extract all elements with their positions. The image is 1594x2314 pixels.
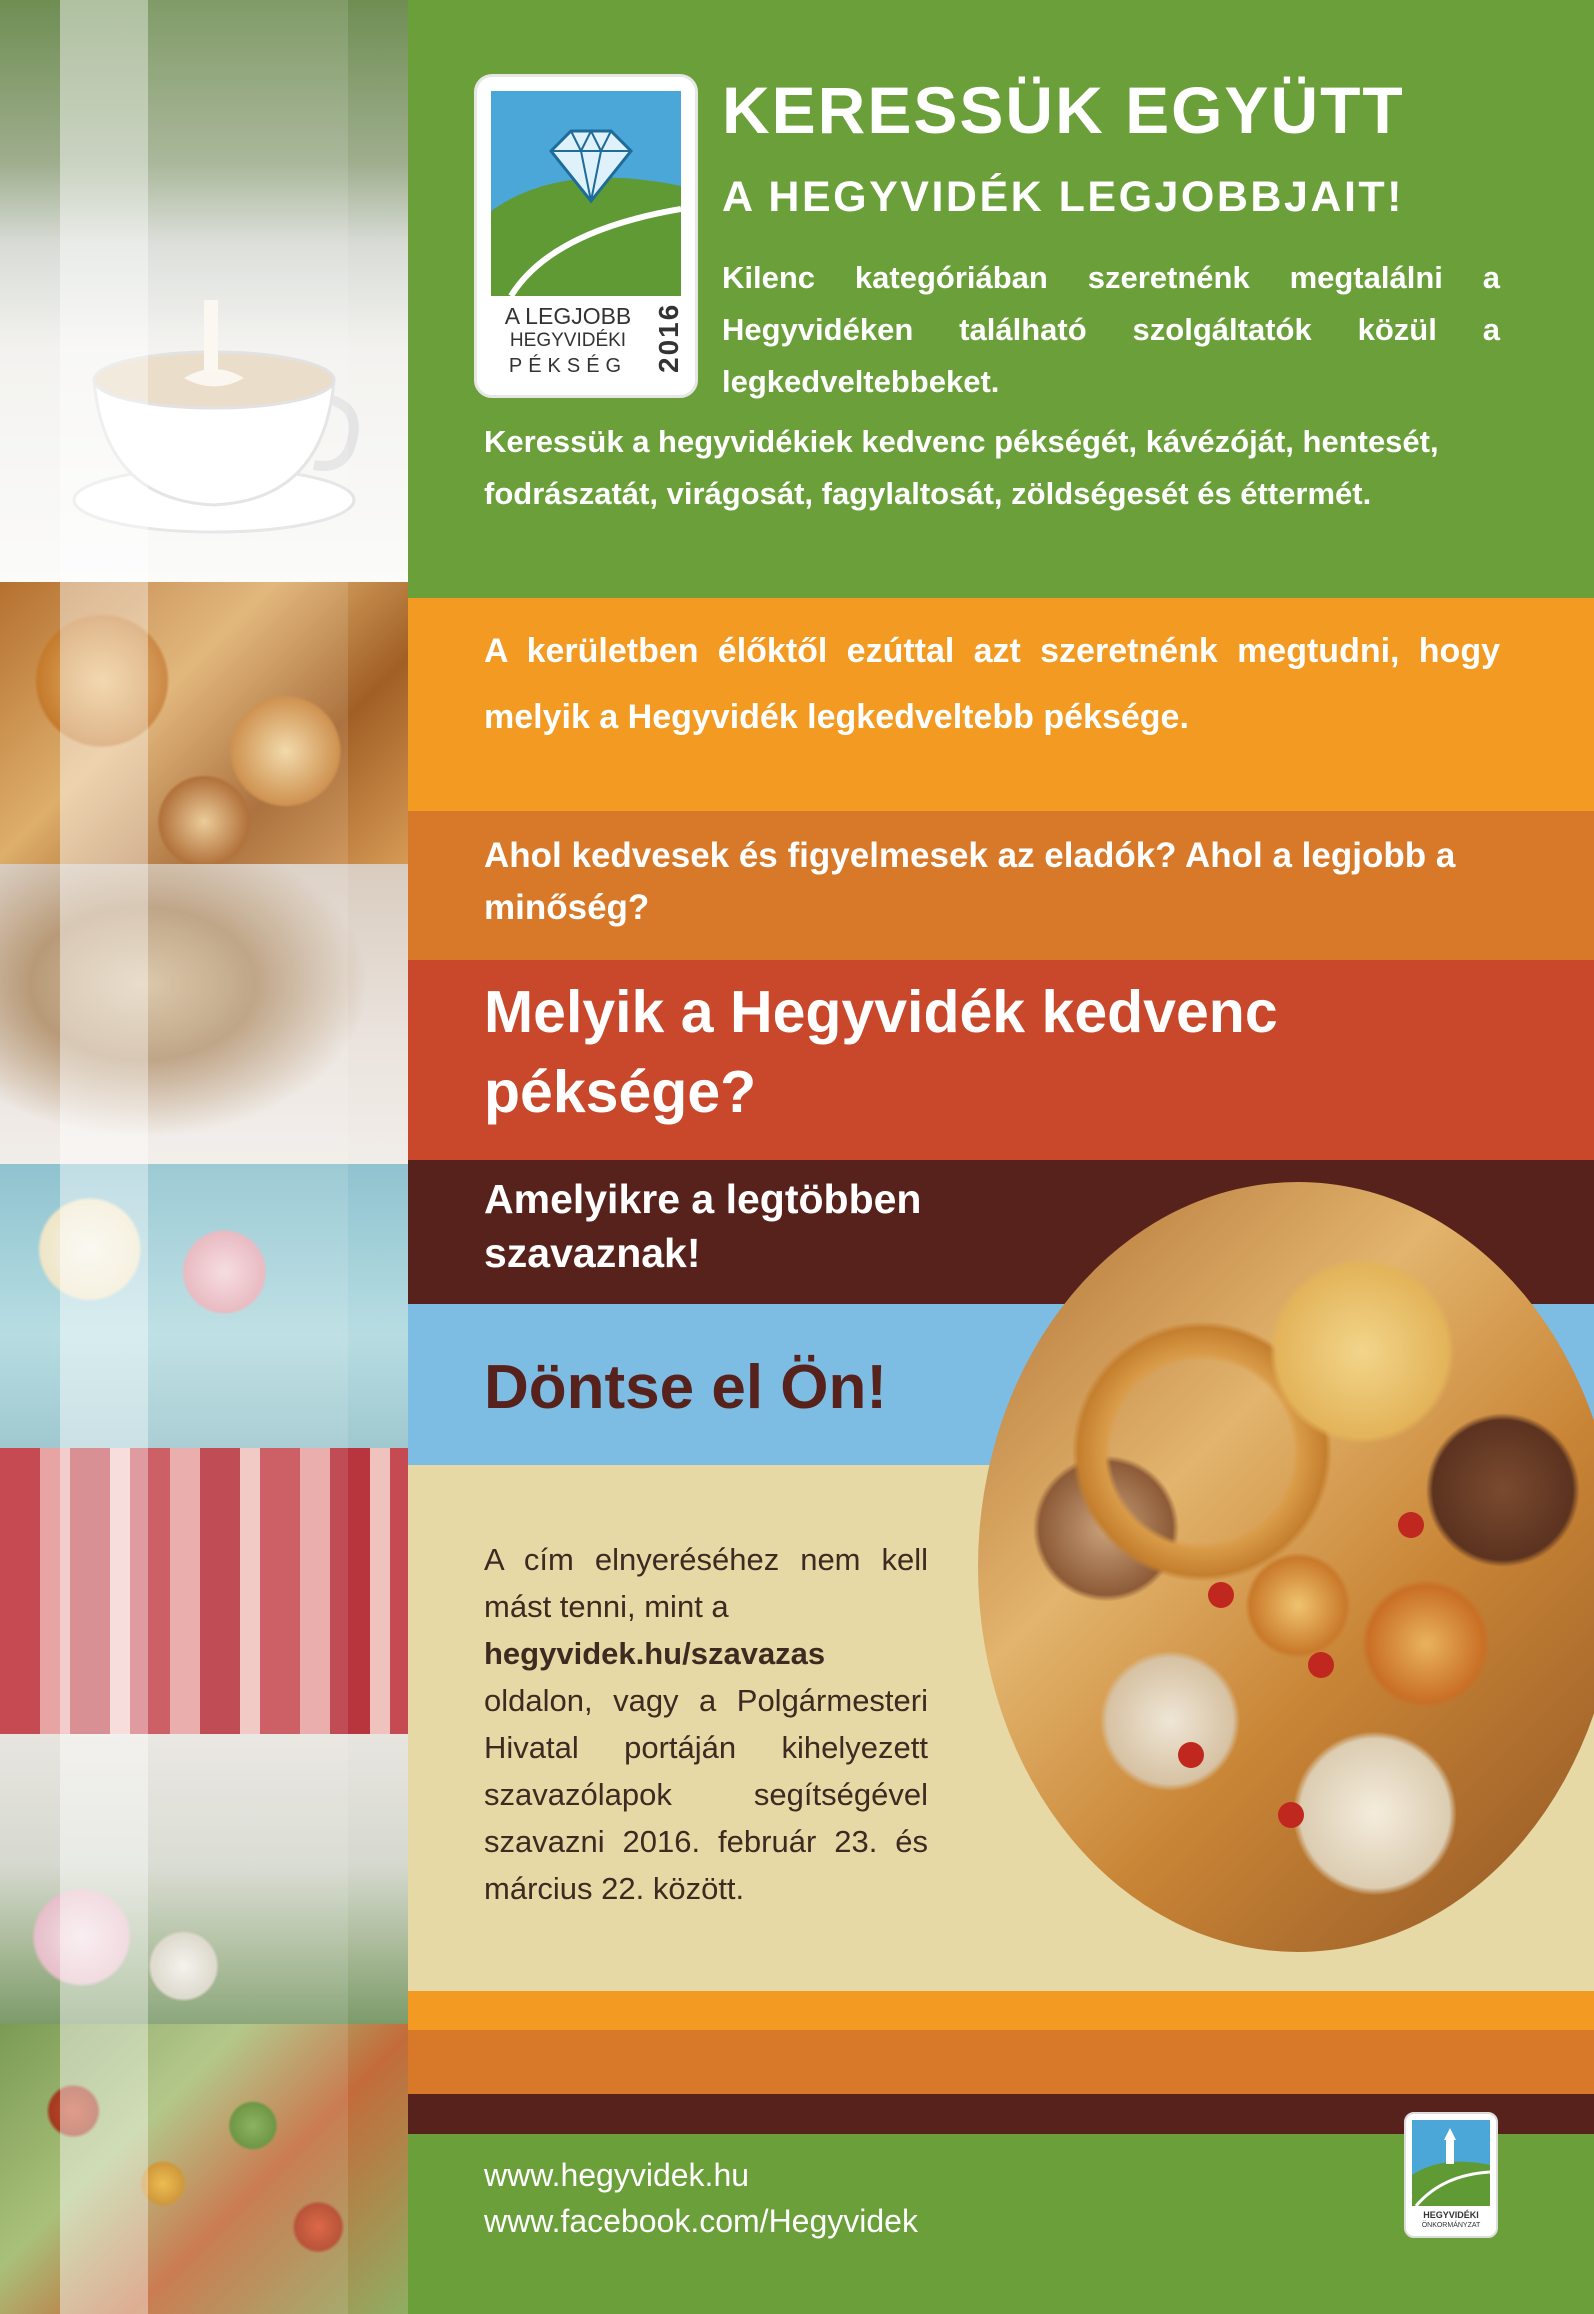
most-votes-text: Amelyikre a legtöbben szavaznak! xyxy=(484,1176,922,1276)
photo-pastries xyxy=(0,582,408,864)
question-block: A kerületben élőktől ezúttal azt szeretnénk megtudni, hogy melyik a Hegyvidék legkedveltebb péksége. xyxy=(484,632,1500,736)
voting-link[interactable]: hegyvidek.hu/szavazas xyxy=(484,1636,826,1671)
photo-cafe xyxy=(0,0,408,582)
badge-line-2: HEGYVIDÉKI xyxy=(509,330,627,351)
badge-year: 2016 xyxy=(653,302,684,373)
photo-hair xyxy=(0,864,408,1164)
main-question: Melyik a Hegyvidék kedvenc péksége? xyxy=(484,979,1278,1125)
award-badge xyxy=(474,74,698,398)
photo-flowers xyxy=(0,1734,408,2024)
voting-info-intro: A cím elnyeréséhez nem kell mást tenni, mint a xyxy=(484,1542,928,1624)
photo-ice-cream xyxy=(0,1164,408,1448)
website-link[interactable]: www.hegyvidek.hu xyxy=(484,2157,750,2193)
badge-line-1: A LEGJOBB xyxy=(504,303,632,329)
stripe-orange xyxy=(408,1991,1594,2030)
town-hall-icon xyxy=(1412,2120,1490,2206)
photo-vegetables xyxy=(0,2024,408,2314)
facebook-link[interactable]: www.facebook.com/Hegyvidek xyxy=(484,2203,918,2239)
badge-text xyxy=(493,303,643,379)
photo-butcher xyxy=(0,1448,408,1734)
logo-line-1: HEGYVIDÉKI xyxy=(1423,2210,1479,2220)
award-badge-art xyxy=(491,91,681,296)
decide-text: Döntse el Ön! xyxy=(484,1353,888,1422)
photo-strip xyxy=(0,0,408,2314)
badge-line-3: PÉKSÉG xyxy=(508,355,628,377)
headline-line-2: A HEGYVIDÉK LEGJOBBJAIT! xyxy=(722,173,1404,221)
categories-text: Keressük a hegyvidékiek kedvenc pékségét, kávézóját, hentesét, fodrászatát, virágosát, fagylaltosát, zöldségesét és éttermét. xyxy=(484,424,1439,511)
stripe-dark-orange xyxy=(408,2030,1594,2094)
voting-info-details: oldalon, vagy a Polgármesteri Hivatal portáján kihelyezett szavazólapok segítségével szavazni 2016. február 23. és március 22. között. xyxy=(484,1683,928,1906)
headline-line-1: KERESSÜK EGYÜTT xyxy=(722,73,1405,147)
voting-info xyxy=(484,1536,928,1912)
intro-text: Kilenc kategóriában szeretnénk megtalálni a Hegyvidéken található szolgáltatók közül a legkedveltebbeket. xyxy=(722,260,1500,399)
logo-line-2: ÖNKORMÁNYZAT xyxy=(1421,2222,1481,2229)
sub-questions: Ahol kedvesek és figyelmesek az eladók? Ahol a legjobb a minőség? xyxy=(484,836,1456,927)
pastry-photo xyxy=(978,1182,1594,1952)
municipality-logo xyxy=(1404,2112,1498,2238)
